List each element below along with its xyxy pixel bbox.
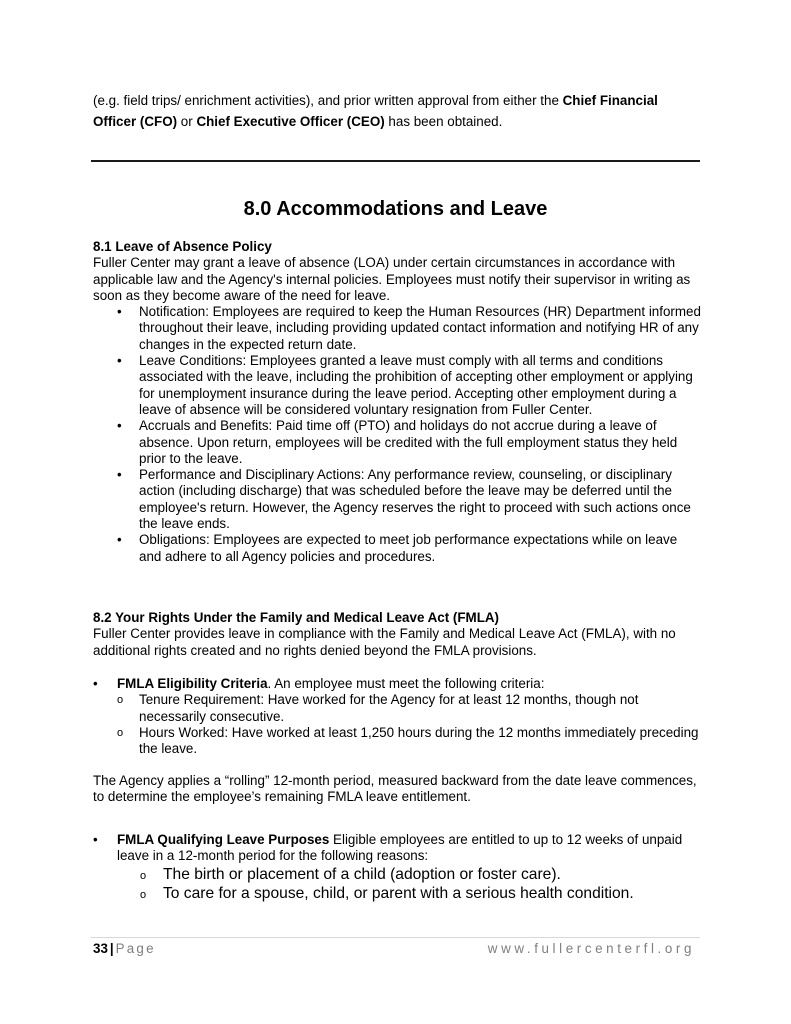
footer-divider [91, 937, 700, 938]
section-8-1 [93, 239, 703, 565]
section-8-2 [93, 610, 703, 659]
section-8-1-list [93, 304, 703, 565]
eligibility-item-hours: o Hours Worked: Have worked at least 1,250 hours during the 12 months immediately preceding the leave. [93, 725, 703, 758]
purposes-item-birth: o The birth or placement of a child (adoption or foster care). [93, 865, 703, 884]
list-item-notification: • Notification: Employees are required to keep the Human Resources (HR) Department informed throughout their leave, including providing updated contact information and notifying HR of any changes in the expected return date. [93, 304, 703, 353]
intro-text-2: or [177, 113, 197, 129]
eligibility-text: . An employee must meet the following criteria: [267, 676, 545, 691]
page-label: Page [115, 941, 156, 956]
purposes-text: Eligible employees are entitled to up to 12 weeks of unpaid leave in a 12-month period for the following reasons: [117, 832, 683, 864]
section-8-1-title: 8.1 Leave of Absence Policy [93, 239, 272, 254]
intro-ceo: Chief Executive Officer (CEO) [196, 113, 385, 129]
purposes-lead [93, 832, 703, 865]
footer-page-number [93, 941, 156, 957]
eligibility-criteria [93, 676, 703, 757]
intro-cfo: Chief Financial Officer (CFO) [93, 93, 658, 129]
section-8-2-title: 8.2 Your Rights Under the Family and Medical Leave Act (FMLA) [93, 610, 500, 625]
rolling-period-paragraph: The Agency applies a “rolling” 12-month period, measured backward from the date leave commences, to determine the employee’s remaining FMLA leave entitlement. [93, 773, 697, 805]
qualifying-purposes [93, 832, 703, 903]
intro-text-3: has been obtained. [384, 113, 503, 129]
intro-text-1: (e.g. field trips/ enrichment activities), and prior written approval from either the [93, 93, 563, 108]
page-number: 33 [93, 941, 108, 956]
section-8-2-body: Fuller Center provides leave in compliance with the Family and Medical Leave Act (FMLA), with no additional rights created and no rights denied beyond the FMLA provisions. [93, 626, 676, 658]
list-item-obligations: • Obligations: Employees are expected to meet job performance expectations while on leave and adhere to all Agency policies and procedures. [93, 532, 703, 565]
eligibility-lead [93, 676, 703, 692]
page-title: 8.0 Accommodations and Leave [243, 198, 548, 220]
section-8-1-body: Fuller Center may grant a leave of absence (LOA) under certain circumstances in accordance with applicable law and the Agency's internal policies. Employees must notify their supervisor in writing as soon as they become aware of the need for leave. [93, 255, 691, 303]
intro-paragraph [93, 91, 703, 132]
list-item-leave-conditions: • Leave Conditions: Employees granted a leave must comply with all terms and conditions associated with the leave, including the prohibition of accepting other employment or applying for unemployment insurance during the leave period. Accepting other employment during a leave of absence will be considered voluntary resignation from Fuller Center. [93, 353, 703, 418]
section-divider [91, 160, 700, 162]
list-item-accruals: • Accruals and Benefits: Paid time off (PTO) and holidays do not accrue during a leave of absence. Upon return, employees will be credited with the full employment status they held prior to the leave. [93, 418, 703, 467]
purposes-item-care: o To care for a spouse, child, or parent with a serious health condition. [93, 884, 703, 903]
footer-separator: | [109, 941, 114, 956]
purposes-label: FMLA Qualifying Leave Purposes [117, 832, 330, 847]
footer-website: www.fullercenterfl.org [487, 941, 695, 956]
eligibility-item-tenure: o Tenure Requirement: Have worked for the Agency for at least 12 months, though not necessarily consecutive. [93, 692, 703, 725]
eligibility-list [93, 692, 703, 757]
purposes-list [93, 865, 703, 903]
eligibility-label: FMLA Eligibility Criteria [117, 676, 268, 691]
list-item-performance: • Performance and Disciplinary Actions: Any performance review, counseling, or disciplinary action (including discharge) that was scheduled before the leave may be deferred until the employee's return. However, the Agency reserves the right to proceed with such actions once the leave ends. [93, 467, 703, 532]
